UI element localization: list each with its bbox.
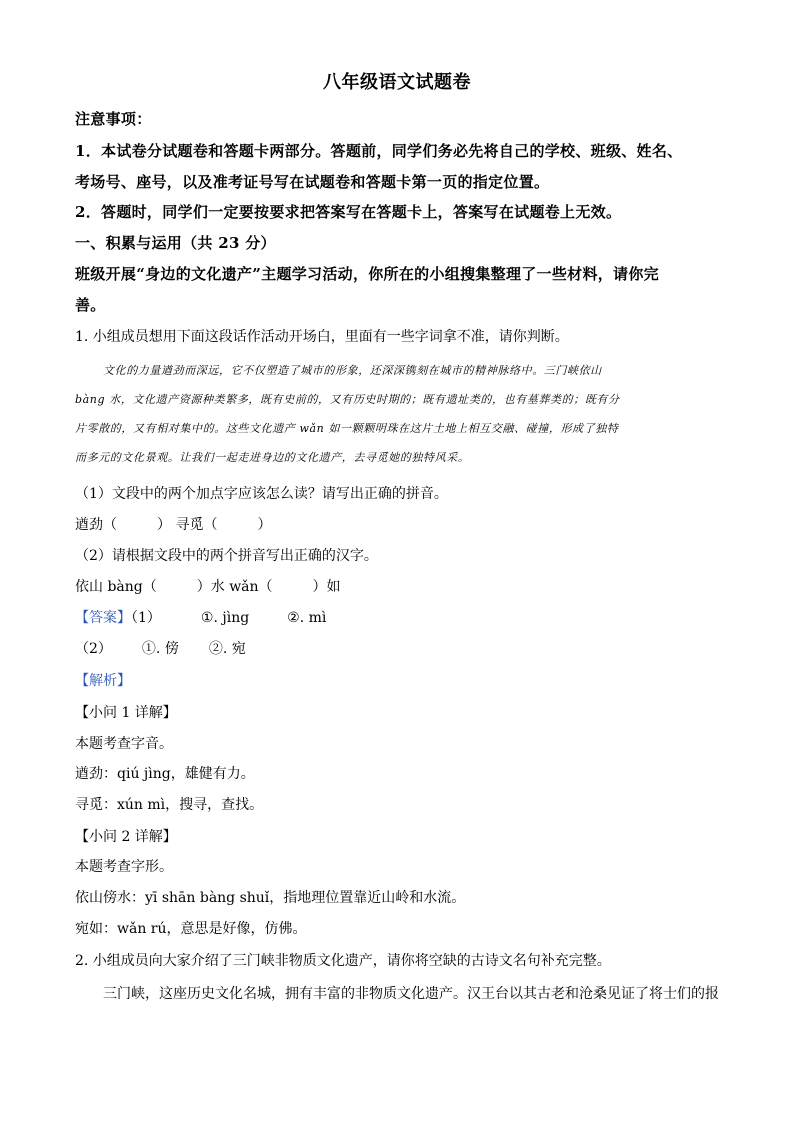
notice-item-2: 2．答题时，同学们一定要按要求把答案写在答题卡上，答案写在试题卷上无效。 [75, 203, 622, 221]
detail-2-line-c: 宛如：wǎn rú，意思是好像，仿佛。 [75, 921, 307, 937]
question-1-sub-2: （2）请根据文段中的两个拼音写出正确的汉字。 [75, 548, 378, 564]
question-2-stem: 2. 小组成员向大家介绍了三门峡非物质文化遗产，请你将空缺的古诗文名句补充完整。 [75, 953, 611, 969]
passage-line-3: 片零散的，又有相对集中的。这些文化遗产 wǎn 如一颗颗明珠在这片土地上相互交融、碰撞，形成了独特 [75, 422, 619, 435]
question-1-sub-1: （1）文段中的两个加点字应该怎么读？请写出正确的拼音。 [75, 486, 448, 502]
answer-part-2-number: （2） [75, 641, 112, 657]
answer-row-2 [75, 640, 256, 658]
blank-label-wan: ）水 wǎn（ [196, 579, 273, 595]
answer-label: 【答案】 [75, 610, 131, 626]
blank-label-bang: 依山 bàng（ [75, 579, 157, 595]
blank-close: ）如 [312, 579, 341, 595]
detail-1-line-b: 遒劲：qiú jìng，雄健有力。 [75, 766, 255, 782]
detail-1-line-a: 本题考查字音。 [75, 736, 173, 752]
detail-1-line-c: 寻觅：xún mì，搜寻，查找。 [75, 797, 264, 813]
section-heading: 一、积累与运用（共 23 分） [75, 234, 276, 252]
activity-intro-b: 善。 [75, 296, 106, 314]
blank-close: ） [257, 517, 272, 533]
notice-item-1b: 考场号、座号，以及准考证号写在试题卷和答题卡第一页的指定位置。 [75, 173, 550, 191]
question-1-sub-1-blanks [75, 516, 271, 534]
notice-heading: 注意事项： [75, 110, 152, 128]
analysis-label: 【解析】 [75, 673, 131, 689]
detail-2-line-b: 依山傍水：yī shān bàng shuǐ，指地理位置靠近山岭和水流。 [75, 890, 466, 906]
detail-2-line-a: 本题考查字形。 [75, 859, 173, 875]
answer-part-1-number: （1） [131, 610, 161, 626]
passage-line-1: 文化的力量遒劲而深远，它不仅塑造了城市的形象，还深深镌刻在城市的精神脉络中。三门峡依山 [103, 364, 602, 377]
activity-intro-a: 班级开展“身边的文化遗产”主题学习活动，你所在的小组搜集整理了一些材料，请你完 [75, 265, 659, 283]
answer-1-choice-2: ②. mì [287, 610, 327, 626]
notice-item-1a: 1．本试卷分试题卷和答题卡两部分。答题前，同学们务必先将自己的学校、班级、姓名、 [75, 142, 683, 160]
blank-label-qiujin: 遒劲（ [75, 517, 117, 533]
answer-1-choice-1: ①. jìng [200, 610, 250, 626]
question-1-stem: 1. 小组成员想用下面这段话作活动开场白，里面有一些字词拿不准，请你判断。 [75, 329, 569, 345]
passage-line-2: bàng 水，文化遗产资源种类繁多，既有史前的，又有历史时期的；既有遗址类的，也有墓葬类的；既有分 [75, 393, 620, 406]
answer-row-1 [75, 609, 336, 627]
answer-2-choice-1: ①. 傍 [141, 641, 179, 657]
passage-line-4: 而多元的文化景观。让我们一起走进身边的文化遗产，去寻觅她的独特风采。 [75, 451, 470, 464]
detail-1-label: 【小问 1 详解】 [75, 705, 177, 721]
page-title: 八年级语文试题卷 [323, 72, 471, 93]
question-2-passage: 三门峡，这座历史文化名城，拥有丰富的非物质文化遗产。汉王台以其古老和沧桑见证了将士们的报 [103, 986, 719, 1002]
question-1-sub-2-blanks [75, 578, 341, 596]
answer-2-choice-2: ②. 宛 [208, 641, 246, 657]
detail-2-label: 【小问 2 详解】 [75, 829, 177, 845]
blank-label-xunmi: ） 寻觅（ [157, 517, 218, 533]
